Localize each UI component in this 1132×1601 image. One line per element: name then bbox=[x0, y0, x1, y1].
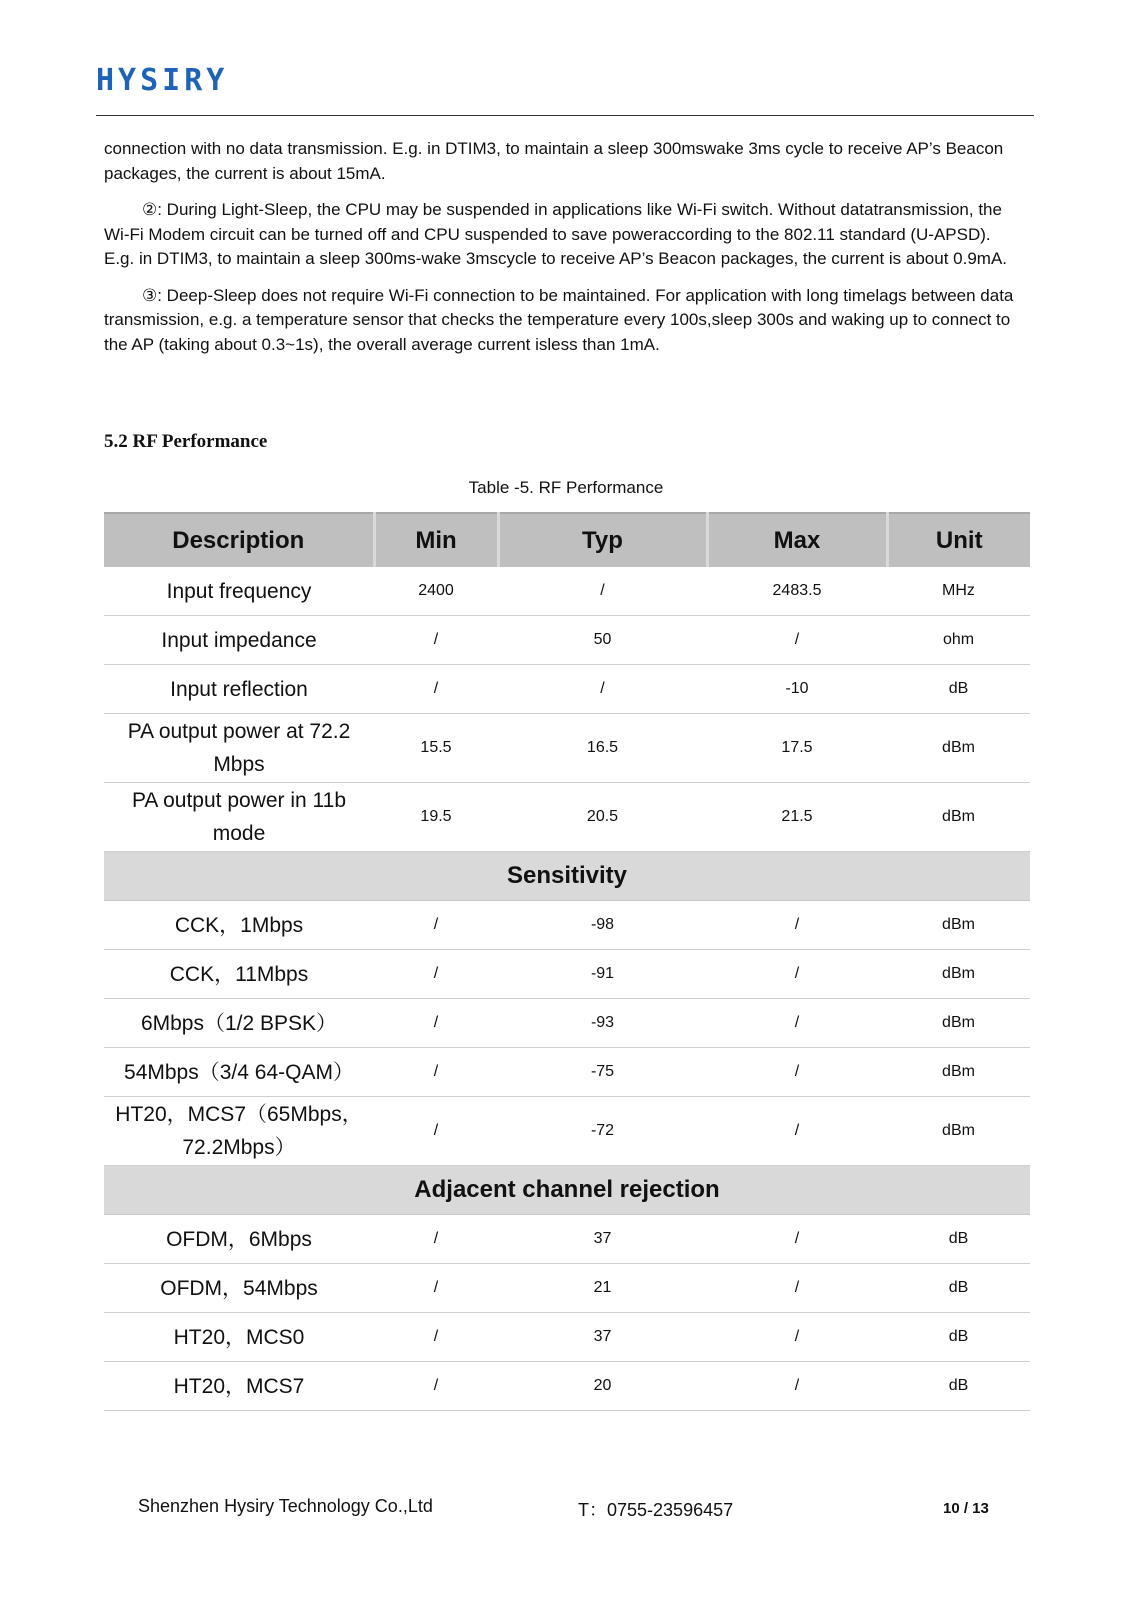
paragraph-deep-sleep: ③: Deep-Sleep does not require Wi-Fi connection to be maintained. For application with long timelags between data transmission, e.g. a temperature sensor that checks the temperature every 100s,sleep 300s and waking up to connect to the AP (taking about 0.3~1s), the overall average current isless than 1mA. bbox=[104, 285, 1014, 354]
header-max: Max bbox=[707, 513, 887, 567]
cell-description: OFDM，54Mbps bbox=[104, 1264, 374, 1313]
table-row bbox=[104, 1264, 1030, 1313]
table-row bbox=[104, 567, 1030, 616]
group-label: Sensitivity bbox=[104, 852, 1030, 901]
footer-company: Shenzhen Hysiry Technology Co.,Ltd bbox=[138, 1496, 433, 1516]
cell-min: 19.5 bbox=[374, 783, 498, 852]
cell-max: / bbox=[707, 1313, 887, 1362]
group-header-adjacent-channel-rejection bbox=[104, 1166, 1030, 1215]
cell-min: / bbox=[374, 901, 498, 950]
cell-typ: / bbox=[498, 665, 707, 714]
cell-min: / bbox=[374, 1097, 498, 1166]
cell-typ: 50 bbox=[498, 616, 707, 665]
cell-min: / bbox=[374, 1215, 498, 1264]
header-min: Min bbox=[374, 513, 498, 567]
cell-typ: 20 bbox=[498, 1362, 707, 1411]
cell-typ: -91 bbox=[498, 950, 707, 999]
table-row bbox=[104, 901, 1030, 950]
cell-min: / bbox=[374, 1048, 498, 1097]
cell-max: -10 bbox=[707, 665, 887, 714]
cell-unit: dBm bbox=[887, 999, 1030, 1048]
cell-unit: dB bbox=[887, 1215, 1030, 1264]
body-text bbox=[104, 137, 1022, 369]
table-row bbox=[104, 1048, 1030, 1097]
company-logo: HYSIRY bbox=[96, 63, 229, 98]
paragraph-light-sleep: ②: During Light-Sleep, the CPU may be suspended in applications like Wi-Fi switch. Without datatransmission, the Wi-Fi Modem circuit can be turned off and CPU suspended to save poweraccording to the 802.11 standard (U-APSD). E.g. in DTIM3, to maintain a sleep 300ms-wake 3mscycle to receive AP’s Beacon packages, the current is about 0.9mA. bbox=[104, 200, 1008, 268]
cell-unit: dBm bbox=[887, 1097, 1030, 1166]
group-header-sensitivity bbox=[104, 852, 1030, 901]
cell-description: Input frequency bbox=[104, 567, 374, 616]
cell-unit: dBm bbox=[887, 783, 1030, 852]
page-number: 10 / 13 bbox=[943, 1500, 989, 1517]
cell-description: Input reflection bbox=[104, 665, 374, 714]
cell-description: HT20，MCS0 bbox=[104, 1313, 374, 1362]
table-row bbox=[104, 1362, 1030, 1411]
cell-unit: dB bbox=[887, 665, 1030, 714]
cell-description: 54Mbps（3/4 64-QAM） bbox=[104, 1048, 374, 1097]
table-row bbox=[104, 616, 1030, 665]
cell-typ: 16.5 bbox=[498, 714, 707, 783]
cell-unit: dBm bbox=[887, 901, 1030, 950]
cell-description: CCK，1Mbps bbox=[104, 901, 374, 950]
cell-unit: ohm bbox=[887, 616, 1030, 665]
header-typ: Typ bbox=[498, 513, 707, 567]
cell-typ: 20.5 bbox=[498, 783, 707, 852]
cell-description: CCK，11Mbps bbox=[104, 950, 374, 999]
cell-unit: MHz bbox=[887, 567, 1030, 616]
cell-unit: dBm bbox=[887, 714, 1030, 783]
cell-typ: -98 bbox=[498, 901, 707, 950]
cell-max: / bbox=[707, 1215, 887, 1264]
cell-min: / bbox=[374, 999, 498, 1048]
table-header-row bbox=[104, 513, 1030, 567]
cell-typ: 37 bbox=[498, 1313, 707, 1362]
cell-description: PA output power at 72.2 Mbps bbox=[104, 714, 374, 783]
cell-description: OFDM，6Mbps bbox=[104, 1215, 374, 1264]
cell-description: HT20，MCS7（65Mbps，72.2Mbps） bbox=[104, 1097, 374, 1166]
cell-min: 15.5 bbox=[374, 714, 498, 783]
cell-min: / bbox=[374, 1264, 498, 1313]
cell-unit: dB bbox=[887, 1362, 1030, 1411]
header-unit: Unit bbox=[887, 513, 1030, 567]
cell-max: / bbox=[707, 1362, 887, 1411]
cell-typ: 21 bbox=[498, 1264, 707, 1313]
cell-unit: dB bbox=[887, 1264, 1030, 1313]
cell-min: / bbox=[374, 616, 498, 665]
table-row bbox=[104, 714, 1030, 783]
cell-description: 6Mbps（1/2 BPSK） bbox=[104, 999, 374, 1048]
cell-unit: dB bbox=[887, 1313, 1030, 1362]
cell-typ: 37 bbox=[498, 1215, 707, 1264]
table-row bbox=[104, 783, 1030, 852]
table-row bbox=[104, 1215, 1030, 1264]
header-divider bbox=[96, 115, 1034, 116]
cell-max: / bbox=[707, 950, 887, 999]
cell-description: HT20，MCS7 bbox=[104, 1362, 374, 1411]
cell-max: 21.5 bbox=[707, 783, 887, 852]
cell-min: 2400 bbox=[374, 567, 498, 616]
table-caption: Table -5. RF Performance bbox=[468, 478, 664, 497]
cell-min: / bbox=[374, 665, 498, 714]
table-row bbox=[104, 999, 1030, 1048]
group-label: Adjacent channel rejection bbox=[104, 1166, 1030, 1215]
table-row bbox=[104, 1097, 1030, 1166]
cell-max: / bbox=[707, 901, 887, 950]
cell-max: 2483.5 bbox=[707, 567, 887, 616]
cell-description: PA output power in 11b mode bbox=[104, 783, 374, 852]
table-row bbox=[104, 665, 1030, 714]
table-row bbox=[104, 950, 1030, 999]
cell-unit: dBm bbox=[887, 1048, 1030, 1097]
cell-unit: dBm bbox=[887, 950, 1030, 999]
cell-max: 17.5 bbox=[707, 714, 887, 783]
footer-phone: T：0755-23596457 bbox=[578, 1500, 734, 1520]
cell-max: / bbox=[707, 1264, 887, 1313]
cell-max: / bbox=[707, 1048, 887, 1097]
cell-description: Input impedance bbox=[104, 616, 374, 665]
rf-performance-table bbox=[104, 512, 1030, 1411]
cell-max: / bbox=[707, 1097, 887, 1166]
cell-typ: -75 bbox=[498, 1048, 707, 1097]
cell-typ: -72 bbox=[498, 1097, 707, 1166]
cell-max: / bbox=[707, 616, 887, 665]
cell-typ: / bbox=[498, 567, 707, 616]
paragraph-modem-sleep: connection with no data transmission. E.g. in DTIM3, to maintain a sleep 300mswake 3ms cycle to receive AP’s Beacon packages, the current is about 15mA. bbox=[104, 139, 1004, 183]
cell-min: / bbox=[374, 1313, 498, 1362]
table-row bbox=[104, 1313, 1030, 1362]
cell-min: / bbox=[374, 1362, 498, 1411]
header-description: Description bbox=[104, 513, 374, 567]
cell-min: / bbox=[374, 950, 498, 999]
cell-max: / bbox=[707, 999, 887, 1048]
cell-typ: -93 bbox=[498, 999, 707, 1048]
section-heading: 5.2 RF Performance bbox=[104, 431, 268, 452]
